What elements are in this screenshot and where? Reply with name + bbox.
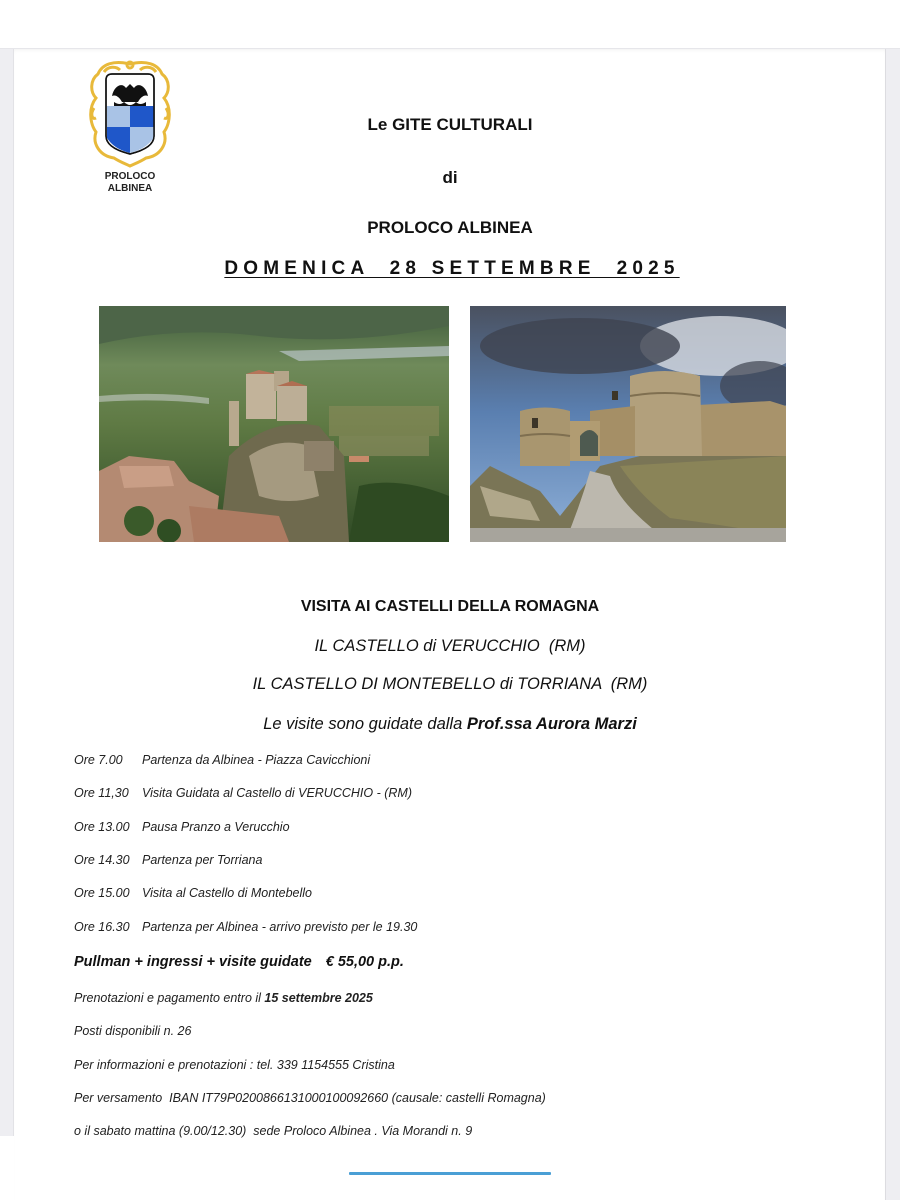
photo-castello-montebello — [470, 306, 786, 542]
booking-deadline-line — [74, 991, 373, 1005]
schedule-row — [74, 853, 262, 867]
schedule-row — [74, 820, 290, 834]
guide-prefix: Le visite sono guidate dalla — [263, 715, 467, 733]
viewer-top-bar — [0, 0, 900, 49]
logo-caption-line1: PROLOCO — [104, 171, 156, 182]
program-heading: VISITA AI CASTELLI DELLA ROMAGNA — [300, 598, 600, 615]
price-includes: Pullman + ingressi + visite guidate — [74, 954, 312, 970]
schedule-time: Ore 7.00 — [74, 753, 123, 767]
schedule-time: Ore 11,30 — [74, 786, 129, 800]
schedule-activity: Partenza da Albinea - Piazza Cavicchioni — [142, 753, 371, 767]
flyer-title: Le GITE CULTURALI — [367, 115, 533, 134]
schedule-time: Ore 13.00 — [74, 820, 130, 834]
schedule-row — [74, 753, 370, 767]
schedule-activity: Pausa Pranzo a Verucchio — [142, 820, 290, 834]
seats-available: Posti disponibili n. 26 — [74, 1024, 192, 1038]
schedule-row — [74, 886, 312, 900]
schedule-activity: Partenza per Torriana — [142, 853, 263, 867]
flyer-organizer: PROLOCO ALBINEA — [367, 218, 533, 237]
office-info: o il sabato mattina (9.00/12.30) sede Proloco Albinea . Via Morandi n. 9 — [74, 1124, 473, 1138]
schedule-activity: Visita al Castello di Montebello — [142, 886, 313, 900]
photo-castello-verucchio — [99, 306, 449, 542]
schedule-time: Ore 14.30 — [74, 853, 130, 867]
page-scroll-indicator[interactable] — [349, 1172, 551, 1175]
payment-info: Per versamento IBAN IT79P0200866131000100092660 (causale: castelli Romagna) — [74, 1091, 546, 1105]
price-line — [74, 954, 404, 970]
logo-caption-line2: ALBINEA — [107, 183, 153, 194]
booking-prefix: Prenotazioni e pagamento entro il — [74, 991, 265, 1005]
schedule-activity: Visita Guidata al Castello di VERUCCHIO - (RM) — [142, 786, 412, 800]
event-date: DOMENICA 28 SETTEMBRE 2025 — [224, 258, 680, 279]
schedule-row — [74, 920, 417, 934]
proloco-albinea-logo — [84, 58, 176, 168]
castle-verucchio-line: IL CASTELLO di VERUCCHIO (RM) — [314, 637, 586, 655]
viewer-left-margin — [0, 49, 14, 1136]
viewer-bottom-gap — [0, 1136, 14, 1200]
schedule-time: Ore 16.30 — [74, 920, 130, 934]
flyer-title-connector: di — [442, 168, 458, 187]
schedule-time: Ore 15.00 — [74, 886, 130, 900]
contact-info: Per informazioni e prenotazioni : tel. 339 1154555 Cristina — [74, 1058, 395, 1072]
castle-montebello-line: IL CASTELLO DI MONTEBELLO di TORRIANA (RM) — [252, 675, 648, 693]
schedule-row — [74, 786, 412, 800]
price-amount: € 55,00 p.p. — [325, 954, 404, 970]
booking-deadline: 15 settembre 2025 — [264, 991, 373, 1005]
guide-line — [0, 715, 900, 734]
guide-name: Prof.ssa Aurora Marzi — [466, 715, 637, 733]
schedule-activity: Partenza per Albinea - arrivo previsto per le 19.30 — [142, 920, 418, 934]
